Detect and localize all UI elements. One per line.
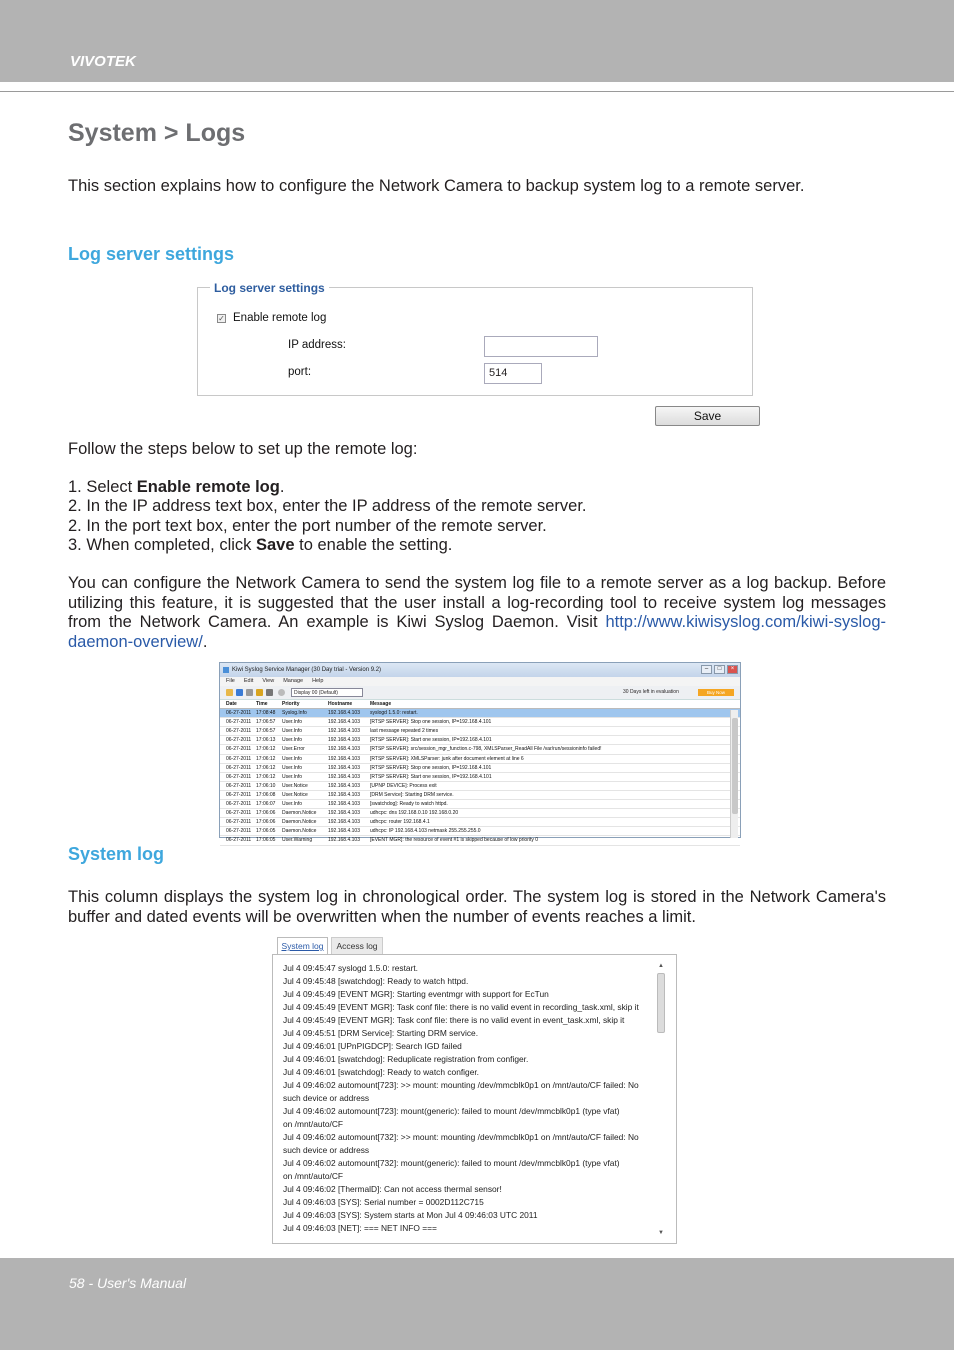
table-cell: 06-27-2011 xyxy=(226,746,252,753)
step-3: 2. In the port text box, enter the port number of the remote server. xyxy=(68,517,547,535)
table-cell: User.Info xyxy=(282,728,303,735)
table-row[interactable] xyxy=(220,773,740,782)
kiwi-menubar xyxy=(220,677,740,686)
port-label: port: xyxy=(288,366,312,378)
step-1-text: 1. Select xyxy=(68,478,137,496)
table-cell: 17:06:06 xyxy=(256,810,276,817)
table-cell: User.Info xyxy=(282,737,303,744)
table-cell: 06-27-2011 xyxy=(226,810,252,817)
table-cell: 17:06:12 xyxy=(256,755,276,762)
log-server-panel xyxy=(197,287,753,396)
enable-remote-log-label: Enable remote log xyxy=(233,312,327,324)
col-priority[interactable]: Priority xyxy=(282,701,300,707)
step-4-end: to enable the setting. xyxy=(294,536,453,554)
steps-intro: Follow the steps below to set up the remote log: xyxy=(68,440,418,458)
table-cell: 06-27-2011 xyxy=(226,728,252,735)
col-time[interactable]: Time xyxy=(256,701,268,707)
menu-manage[interactable]: Manage xyxy=(283,678,304,684)
log-server-heading: Log server settings xyxy=(68,244,235,264)
table-cell: 17:06:12 xyxy=(256,773,276,780)
table-cell: 192.168.4.103 xyxy=(328,810,360,817)
scroll-down-icon[interactable]: ▼ xyxy=(658,1230,664,1236)
warning-icon[interactable] xyxy=(256,689,263,696)
display-select[interactable]: Display 00 (Default) xyxy=(291,688,363,697)
system-log-textarea[interactable] xyxy=(272,954,677,1244)
table-cell: [UPNP DEVICE]: Process exit xyxy=(370,782,437,789)
table-cell: 192.168.4.103 xyxy=(328,837,360,844)
tab-system-log[interactable]: System log xyxy=(277,937,328,955)
table-cell: [RTSP SERVER]: src/session_mgr_function.c-798, XMLSParser_ReadAll File /var/run/sessioninfo failed! xyxy=(370,746,602,753)
step-1-end: . xyxy=(279,478,285,496)
table-cell: [DRM Service]: Starting DRM service. xyxy=(370,791,454,798)
kiwi-syslog-window xyxy=(219,662,741,844)
table-row[interactable] xyxy=(220,755,740,764)
scroll-up-icon[interactable]: ▲ xyxy=(658,963,664,969)
table-cell: 192.168.4.103 xyxy=(328,782,360,789)
envelope-icon[interactable] xyxy=(266,689,273,696)
table-cell: User.Info xyxy=(282,801,303,808)
evaluation-days: 30 Days left in evaluation xyxy=(623,689,679,695)
step-4-text: 3. When completed, click xyxy=(68,536,256,554)
system-log-description: This column displays the system log in chronological order. The system log is stored in the Network Camera's buffer and dated events will be overwritten when the number of events reaches a limit. xyxy=(68,888,886,926)
kiwi-link[interactable]: http://www.kiwisyslog.com/kiwi-syslog-daemon-overview/ xyxy=(68,613,886,651)
table-cell: last message repeated 2 times xyxy=(370,728,439,735)
port-input[interactable]: 514 xyxy=(484,363,542,384)
kiwi-paragraph xyxy=(68,574,886,652)
step-4 xyxy=(68,536,452,556)
table-cell: User.Warning xyxy=(282,837,313,844)
table-cell: [swatchdog]: Ready to watch httpd. xyxy=(370,801,448,808)
col-hostname[interactable]: Hostname xyxy=(328,701,353,707)
table-cell: 192.168.4.103 xyxy=(328,710,360,717)
table-cell: 192.168.4.103 xyxy=(328,737,360,744)
kiwi-rows xyxy=(220,709,740,845)
brand-logo: VIVOTEK xyxy=(70,53,136,70)
table-cell: User.Info xyxy=(282,764,303,771)
table-row[interactable] xyxy=(220,727,740,736)
kiwi-toolbar xyxy=(220,686,740,700)
menu-file[interactable]: File xyxy=(226,678,235,684)
panel-legend: Log server settings xyxy=(210,281,329,295)
step-1 xyxy=(68,478,284,498)
kiwi-title-text: Kiwi Syslog Service Manager (30 Day trial - Version 9.2) xyxy=(232,667,382,673)
table-cell: [RTSP SERVER]: Start one session, IP=192.168.4.101 xyxy=(370,773,492,780)
save-icon[interactable] xyxy=(236,689,243,696)
scroll-thumb[interactable] xyxy=(732,718,738,814)
table-cell: User.Notice xyxy=(282,791,308,798)
table-row[interactable] xyxy=(220,836,740,845)
menu-edit[interactable]: Edit xyxy=(243,678,254,684)
tab-access-log[interactable]: Access log xyxy=(331,937,383,955)
table-cell: [RTSP SERVER]: XMLSParser: junk after document element at line 6 xyxy=(370,755,524,762)
save-button[interactable]: Save xyxy=(655,406,760,426)
table-cell: 17:06:12 xyxy=(256,746,276,753)
table-row[interactable] xyxy=(220,791,740,800)
minimize-icon[interactable]: – xyxy=(701,665,712,674)
table-row[interactable] xyxy=(220,718,740,727)
table-cell: 06-27-2011 xyxy=(226,837,252,844)
table-cell: syslogd 1.5.0: restart. xyxy=(370,710,418,717)
table-row[interactable] xyxy=(220,745,740,754)
table-cell: [RTSP SERVER]: Start one session, IP=192.168.4.101 xyxy=(370,737,492,744)
page-number: 58 - User's Manual xyxy=(69,1275,187,1291)
kiwi-paragraph-end: . xyxy=(202,632,208,651)
table-cell: 06-27-2011 xyxy=(226,737,252,744)
system-log-heading: System log xyxy=(68,844,165,864)
step-4-bold: Save xyxy=(256,536,295,554)
table-cell: 17:06:05 xyxy=(256,837,276,844)
table-cell: [RTSP SERVER]: Stop one session, IP=192.168.4.101 xyxy=(370,764,492,771)
table-row[interactable] xyxy=(220,736,740,745)
table-cell: User.Notice xyxy=(282,782,308,789)
table-row[interactable] xyxy=(220,809,740,818)
print-icon[interactable] xyxy=(246,689,253,696)
table-cell: 192.168.4.103 xyxy=(328,728,360,735)
table-cell: Syslog.Info xyxy=(282,710,307,717)
table-row[interactable] xyxy=(220,709,740,718)
table-cell: 192.168.4.103 xyxy=(328,719,360,726)
table-cell: 17:06:07 xyxy=(256,801,276,808)
menu-view[interactable]: View xyxy=(262,678,275,684)
table-cell: 06-27-2011 xyxy=(226,828,252,835)
table-cell: 06-27-2011 xyxy=(226,755,252,762)
table-cell: udhcpc: IP 192.168.4.103 netmask 255.255.255.0 xyxy=(370,828,481,835)
table-cell: udhcpc: dns 192.168.0.10 192.168.0.20 xyxy=(370,810,459,817)
table-cell: 192.168.4.103 xyxy=(328,764,360,771)
table-cell: 17:06:06 xyxy=(256,819,276,826)
enable-remote-log-checkbox[interactable]: ✓ xyxy=(218,314,225,323)
table-cell: Daemon.Notice xyxy=(282,819,317,826)
header-divider xyxy=(0,91,954,92)
buy-now-button[interactable]: Buy Now xyxy=(698,689,734,696)
table-cell: User.Info xyxy=(282,719,303,726)
table-cell: User.Info xyxy=(282,755,303,762)
table-cell: 06-27-2011 xyxy=(226,791,252,798)
table-cell: 06-27-2011 xyxy=(226,819,252,826)
table-cell: 17:06:05 xyxy=(256,828,276,835)
page-header xyxy=(0,0,954,82)
intro-paragraph: This section explains how to configure the Network Camera to backup system log to a remote server. xyxy=(68,177,805,195)
table-cell: 17:06:57 xyxy=(256,728,276,735)
step-1-bold: Enable remote log xyxy=(136,478,280,496)
system-log-scrollbar[interactable] xyxy=(656,963,666,1236)
col-message[interactable]: Message xyxy=(370,701,392,707)
col-date[interactable]: Date xyxy=(226,701,237,707)
kiwi-paragraph-text: You can configure the Network Camera to send the system log file to a remote server as a log backup. Before utilizing this feature, it is suggested that the user install a log-recording tool to receive system log messages from the Network Camera. An example is Kiwi Syslog Daemon. Visit xyxy=(68,574,886,631)
app-icon xyxy=(223,667,229,673)
table-cell: 06-27-2011 xyxy=(226,782,252,789)
table-cell: 17:06:08 xyxy=(256,791,276,798)
table-cell: [RTSP SERVER]: Stop one session, IP=192.168.4.101 xyxy=(370,719,492,726)
table-cell: 06-27-2011 xyxy=(226,801,252,808)
scroll-thumb[interactable] xyxy=(657,973,665,1033)
menu-help[interactable]: Help xyxy=(312,678,324,684)
table-cell: 17:06:57 xyxy=(256,719,276,726)
table-cell: udhcpc: router 192.168.4.1 xyxy=(370,819,430,826)
folder-icon[interactable] xyxy=(226,689,233,696)
table-cell: 192.168.4.103 xyxy=(328,791,360,798)
table-cell: 06-27-2011 xyxy=(226,710,252,717)
table-cell: 192.168.4.103 xyxy=(328,773,360,780)
table-row[interactable] xyxy=(220,782,740,791)
table-cell: 06-27-2011 xyxy=(226,764,252,771)
ip-address-label: IP address: xyxy=(288,339,346,351)
table-row[interactable] xyxy=(220,764,740,773)
table-cell: User.Error xyxy=(282,746,305,753)
table-cell: 192.168.4.103 xyxy=(328,801,360,808)
table-row[interactable] xyxy=(220,818,740,827)
table-row[interactable] xyxy=(220,827,740,836)
clear-icon[interactable] xyxy=(278,689,285,696)
table-cell: 192.168.4.103 xyxy=(328,746,360,753)
table-cell: 192.168.4.103 xyxy=(328,755,360,762)
ip-address-input[interactable] xyxy=(484,336,598,357)
table-cell: User.Info xyxy=(282,773,303,780)
kiwi-titlebar xyxy=(220,663,740,677)
table-cell: 192.168.4.103 xyxy=(328,828,360,835)
page-title: System > Logs xyxy=(68,119,246,147)
system-log-text: Jul 4 09:45:47 syslogd 1.5.0: restart. Jul 4 09:45:48 [swatchdog]: Ready to watch httpd. Jul 4 09:45:49 [EVENT MGR]: Starting eventmgr with support for EcTun Jul 4 09:45:49 [EVENT MGR]: Task conf file: there is no valid event in recording_task.xml, skip it Jul 4 09:45:49 [EVENT MGR]: Task conf file: there is no valid event in event_task.xml, skip it Jul 4 09:45:51 [DRM Service]: Starting DRM service. Jul 4 09:46:01 [UPnPIGDCP]: Search IGD failed Jul 4 09:46:01 [swatchdog]: Reduplicate registration from configer. Jul 4 09:46:01 [swatchdog]: Ready to watch configer. Jul 4 09:46:02 automount[723]: >> mount: mounting /dev/mmcblk0p1 on /mnt/auto/CF failed: No such device or address Jul 4 09:46:02 automount[723]: mount(generic): failed to mount /dev/mmcblk0p1 (type vfat) on /mnt/auto/CF Jul 4 09:46:02 automount[732]: >> mount: mounting /dev/mmcblk0p1 on /mnt/auto/CF failed: No such device or address Jul 4 09:46:02 automount[732]: mount(generic): failed to mount /dev/mmcblk0p1 (type vfat) on /mnt/auto/CF Jul 4 09:46:02 [ThermalD]: Can not access thermal sensor! Jul 4 09:46:03 [SYS]: Serial number = 0002D112C715 Jul 4 09:46:03 [SYS]: System starts at Mon Jul 4 09:46:03 UTC 2011 Jul 4 09:46:03 [NET]: === NET INFO === xyxy=(283,963,639,1233)
page-footer xyxy=(0,1258,954,1350)
table-cell: 17:06:13 xyxy=(256,737,276,744)
table-cell: 17:06:10 xyxy=(256,782,276,789)
step-2: 2. In the IP address text box, enter the IP address of the remote server. xyxy=(68,497,587,515)
table-cell: 06-27-2011 xyxy=(226,773,252,780)
table-cell: [EVENT MGR]: the resource of event #1 is skipped because of low priority 0 xyxy=(370,837,539,844)
table-row[interactable] xyxy=(220,800,740,809)
kiwi-scrollbar[interactable] xyxy=(730,710,738,838)
table-cell: 17:06:12 xyxy=(256,764,276,771)
table-cell: 192.168.4.103 xyxy=(328,819,360,826)
kiwi-grid-header xyxy=(220,700,740,709)
table-cell: Daemon.Notice xyxy=(282,810,317,817)
table-cell: 06-27-2011 xyxy=(226,719,252,726)
table-cell: 17:08:48 xyxy=(256,710,276,717)
close-icon[interactable]: × xyxy=(727,665,738,674)
table-cell: Daemon.Notice xyxy=(282,828,317,835)
kiwi-log-grid xyxy=(220,700,740,844)
maximize-icon[interactable]: □ xyxy=(714,665,725,674)
